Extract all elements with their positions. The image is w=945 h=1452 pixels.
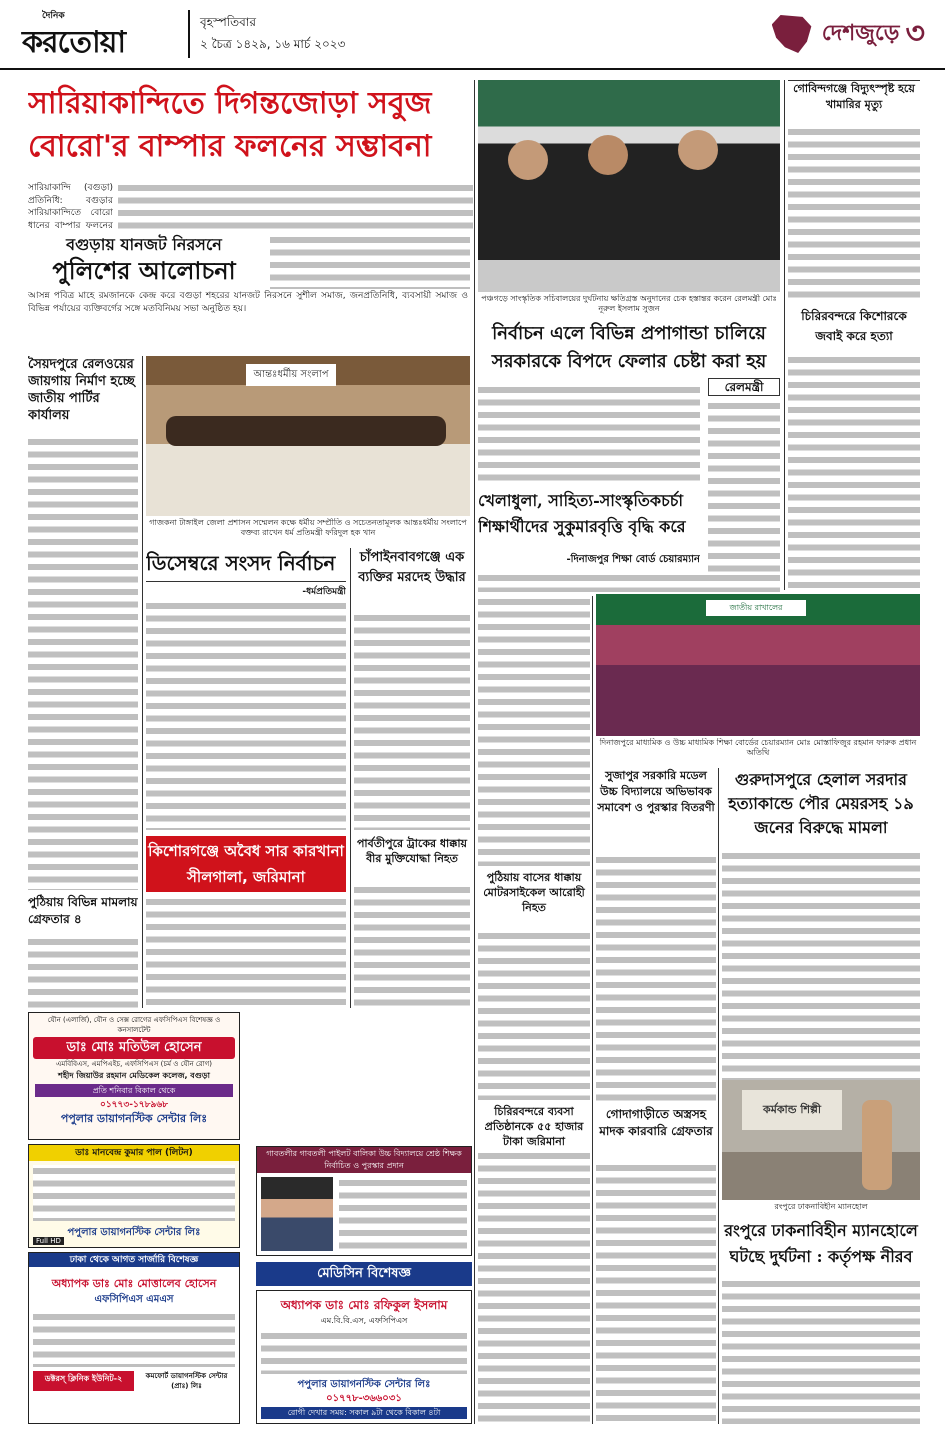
ad1-college: শহীদ জিয়াউর রহমান মেডিকেল কলেজ, বগুড়া xyxy=(58,1071,210,1080)
parbatipur-body xyxy=(354,884,470,1008)
saidpur-body xyxy=(28,436,138,890)
election-byline: -ধর্মপ্রতিমন্ত্রী xyxy=(302,587,346,597)
godagari-headline[interactable]: গোদাগাড়ীতে অস্ত্রসহ মাদক কারবারি গ্রেফতার xyxy=(599,1107,713,1138)
issue-date: ২ চৈত্র ১৪২৯, ১৬ মার্চ ২০২৩ xyxy=(200,37,346,51)
parbatipur-headline[interactable]: পার্বতীপুরে ট্রাকের ধাক্কায় বীর মুক্তিযোদ্ধা নিহত xyxy=(356,837,468,865)
school-banner: জাতীয় রাখালের xyxy=(706,600,806,616)
ad1-degrees: এমবিবিএস, এমপিএইচ, এফসিপিএস (চর্ম ও যৌন রোগ) xyxy=(56,1060,212,1068)
ad-award[interactable] xyxy=(256,1146,472,1256)
column-rule xyxy=(784,80,785,590)
ad4-time: রোগী দেখার সময়: সকাল ৯টা থেকে বিকাল ৪টা xyxy=(261,1407,467,1419)
ad-surgery[interactable] xyxy=(28,1144,240,1248)
meeting-photo-caption: গাজকনা টাঙ্গাইল জেলা প্রশাসন সম্মেলন কক্ষে ধর্মীয় সম্প্রীতি ও সচেতনতামূলক আন্তঃধর্মীয় সংলাপে বক্তব্য রাখেন ধর্ম প্রতিমন্ত্রী ফরিদুল হক খান xyxy=(149,518,467,537)
gobindaganj-headline[interactable]: গোবিন্দগঞ্জে বিদ্যুৎস্পৃষ্ট হয়ে খামারির মৃত্যু xyxy=(788,80,920,124)
sports-headline[interactable]: খেলাধুলা, সাহিত্য-সাংস্কৃতিকচর্চা শিক্ষার্থীদের সুকুমারবৃত্তি বৃদ্ধি করে xyxy=(478,491,686,536)
ad4-degrees: এম.বি.বি.এস, এফসিপিএস xyxy=(320,1316,408,1325)
awardee-photo xyxy=(261,1177,333,1251)
minister-photo[interactable] xyxy=(478,80,780,292)
ad3-clinic: ডক্টরস্ ক্লিনিক ইউনিট-২ xyxy=(33,1371,134,1391)
column-rule xyxy=(474,80,475,1424)
propaganda-body-cont xyxy=(708,400,780,580)
ad-medicine[interactable] xyxy=(256,1290,472,1424)
ad-dermatology[interactable] xyxy=(28,1012,240,1140)
lead-headline-line1[interactable]: সারিয়াকান্দিতে দিগন্তজোড়া সবুজ xyxy=(28,86,432,121)
school-photo-caption: দিনাজপুরে মাধ্যমিক ও উচ্চ মাধ্যমিক শিক্ষা বোর্ডের চেয়ারম্যান মোঃ মোস্তাফিজুর রহমান ফারুক প্রধান অতিথি xyxy=(599,738,917,757)
ad3-doctor: অধ্যাপক ডাঃ মোঃ মোত্তালেব হোসেন xyxy=(51,1277,217,1290)
column-rule xyxy=(350,548,351,1008)
ad-professor-surgery[interactable] xyxy=(28,1252,240,1424)
ad4-doctor: অধ্যাপক ডাঃ মোঃ রফিকুল ইসলাম xyxy=(280,1298,448,1312)
column-rule xyxy=(592,596,593,1424)
issue-day: বৃহস্পতিবার xyxy=(200,15,256,29)
sujapur-body xyxy=(596,854,716,1102)
bogura-headline-block xyxy=(28,234,260,286)
ad2-details xyxy=(33,1165,235,1221)
rangpur-body xyxy=(722,1278,920,1424)
meeting-table xyxy=(166,416,446,446)
puthia-accident-headline[interactable]: পুঠিয়ায় বাসের ধাক্কায় মোটরসাইকেল আরোহী নিহত xyxy=(483,871,585,914)
sports-body-cont xyxy=(478,596,590,866)
lead-headline-block xyxy=(28,84,468,180)
kishoreganj-headline[interactable]: কিশোরগঞ্জে অবৈধ সার কারখানা সীলগালা, জরিমানা xyxy=(146,836,346,892)
saidpur-headline[interactable]: সৈয়দপুরে রেলওয়ের জায়গায় নির্মাণ হচ্ছে জাতীয় পার্টির কার্যালয় xyxy=(28,357,135,423)
ad1-time: প্রতি শনিবার বিকাল থেকে xyxy=(35,1084,233,1097)
school-photo[interactable] xyxy=(596,594,920,736)
bangladesh-map-icon xyxy=(772,15,816,53)
logo-prefix: দৈনিক xyxy=(42,11,65,21)
masthead xyxy=(0,0,945,70)
column-rule xyxy=(142,356,143,1008)
manhole-photo[interactable] xyxy=(722,1080,920,1200)
chirirbandar-fine-body xyxy=(478,1150,590,1424)
bogura-kicker[interactable]: বগুড়ায় যানজট নিরসনে xyxy=(66,235,222,254)
election-body xyxy=(146,600,346,830)
ad3-center: কমফোর্ট ডায়াগনস্টিক সেন্টার (প্রাঃ) লিঃ xyxy=(145,1372,228,1390)
person-face xyxy=(508,140,548,180)
ad2-tag: Full HD xyxy=(33,1237,64,1245)
ad1-center: পপুলার ডায়াগনস্টিক সেন্টার লিঃ xyxy=(60,1112,208,1125)
puthia-accident-body xyxy=(478,930,590,1100)
sports-body xyxy=(478,572,780,592)
gurudaspur-headline[interactable]: গুরুদাসপুরে হেলাল সরদার হত্যাকান্ডে পৌর মেয়রসহ ১৯ জনের বিরুদ্ধে মামলা xyxy=(728,770,914,837)
election-headline[interactable]: ডিসেম্বরে সংসদ নির্বাচন xyxy=(146,548,346,582)
section-title: দেশজুড়ে xyxy=(821,20,900,46)
ad-award-headline: গাবতলীর গাবতলী পাইলট বালিকা উচ্চ বিদ্যালয়ে শ্রেষ্ঠ শিক্ষক নির্বাচিত ও পুরস্কার প্রদান xyxy=(257,1147,471,1173)
manhole-photo-caption: রংপুরে ঢাকনাবিহীন ম্যানহোল xyxy=(774,1202,868,1211)
ad4-banner[interactable]: মেডিসিন বিশেষজ্ঞ xyxy=(256,1262,472,1286)
chirirbandar-body xyxy=(788,354,920,590)
ad4-details xyxy=(261,1330,467,1374)
ad4-center: পপুলার ডায়াগনস্টিক সেন্টার লিঃ xyxy=(297,1379,431,1390)
lead-body-text xyxy=(118,182,473,232)
minister-photo-caption: পঞ্চগড়ে সাংস্কৃতিক সচিবালয়ের দুর্ঘটনায় ক্ষতিগ্রস্ত অনুদানের চেক হস্তান্তর করেন রেলমন্ত্রী মোঃ নূরুল ইসলাম সুজন xyxy=(481,294,777,313)
propaganda-byline: রেলমন্ত্রী xyxy=(708,378,780,396)
ad4-phone: ০১৭৭৮-৩৬৬০৩১ xyxy=(326,1393,402,1404)
meeting-photo[interactable] xyxy=(146,356,470,516)
ad3-degrees: এফসিপিএস এমএস xyxy=(94,1294,174,1305)
ad2-center: পপুলার ডায়াগনস্টিক সেন্টার লিঃ xyxy=(67,1227,201,1238)
kishoreganj-body xyxy=(146,896,346,1008)
chapai-headline[interactable]: চাঁপাইনবাবগঞ্জে এক ব্যক্তির মরদেহ উদ্ধার xyxy=(358,550,466,585)
page-number: ৩ xyxy=(905,15,925,51)
ad2-doctor: ডাঃ মানবেন্দ্র কুমার পাল (লিটন) xyxy=(29,1145,239,1161)
ad1-phone: ০১৭৭৩-১৭৮৯৬৮ xyxy=(99,1100,169,1110)
pathuria-body xyxy=(28,936,138,1008)
propaganda-headline[interactable]: নির্বাচন এলে বিভিন্ন প্রপাগান্ডা চালিয়ে সরকারকে বিপদে ফেলার চেষ্টা করা হয় xyxy=(491,323,767,372)
gobindaganj-body xyxy=(788,126,920,304)
pathuria-headline[interactable]: পুঠিয়ায় বিভিন্ন মামলায় গ্রেফতার ৪ xyxy=(28,895,138,926)
chirirbandar-headline[interactable]: চিরিরবন্দরে কিশোরকে জবাই করে হত্যা xyxy=(801,309,907,343)
rangpur-headline[interactable]: রংপুরে ঢাকনাবিহীন ম্যানহোলে ঘটছে দুর্ঘটনা : কর্তৃপক্ষ নীরব xyxy=(724,1221,918,1266)
person-face xyxy=(588,135,628,175)
sports-byline: -দিনাজপুর শিক্ষা বোর্ড চেয়ারম্যান xyxy=(566,554,700,565)
lead-lede: সারিয়াকান্দি (বগুড়া) প্রতিনিধি: বগুড়ার সারিয়াকান্দিতে বোরো ধানের বাম্পার ফলনের xyxy=(28,183,113,231)
propaganda-body xyxy=(478,384,700,484)
gurudaspur-body xyxy=(722,850,920,1100)
person-face xyxy=(678,130,718,170)
bogura-headline[interactable]: পুলিশের আলোচনা xyxy=(52,256,236,285)
bogura-lede: আসন্ন পবিত্র মাহে রমজানকে কেন্দ্র করে বগুড়া শহরের যানজট নিরসনে সুশীল সমাজ, জনপ্রতিনিধি, ব্যবসায়ী সমাজ ও বিভিন্ন পর্যায়ের ব্যক্তিবর্গের সঙ্গে মতবিনিময় সভা অনুষ্ঠিত হয়। xyxy=(28,291,468,314)
ad1-top: যৌন (এলার্জি), যৌন ও সেক্স রোগের এফসিপিএস বিশেষজ্ঞ ও কনসালটেন্ট xyxy=(47,1016,221,1034)
ad-award-text xyxy=(339,1177,467,1251)
newspaper-logo[interactable]: করতোয়া xyxy=(22,25,126,60)
lead-headline-line2[interactable]: বোরো'র বাম্পার ফলনের সম্ভাবনা xyxy=(28,129,432,164)
masthead-divider xyxy=(188,10,190,58)
godagari-body xyxy=(596,1162,716,1424)
ad3-details xyxy=(33,1311,235,1367)
ad3-headline: ঢাকা থেকে আগত সার্জারি বিশেষজ্ঞ xyxy=(29,1253,239,1267)
lead-body-cont xyxy=(270,234,470,289)
wall-sign: কর্মকান্ড শিল্পী xyxy=(742,1090,842,1130)
boy-figure xyxy=(862,1100,892,1190)
section-badge xyxy=(772,12,925,56)
chapai-body xyxy=(354,612,470,830)
ad1-doctor: ডাঃ মোঃ মতিউল হোসেন xyxy=(33,1037,235,1059)
column-rule xyxy=(718,768,719,1424)
chirirbandar-fine-headline[interactable]: চিরিরবন্দরে ব্যবসা প্রতিষ্ঠানকে ৫৫ হাজার টাকা জরিমানা xyxy=(484,1105,584,1148)
meeting-banner: আন্তঃধর্মীয় সংলাপ xyxy=(246,364,336,386)
sujapur-headline[interactable]: সুজাপুর সরকারি মডেল উচ্চ বিদ্যালয়ে অভিভাবক সমাবেশ ও পুরস্কার বিতরণী xyxy=(597,769,715,814)
